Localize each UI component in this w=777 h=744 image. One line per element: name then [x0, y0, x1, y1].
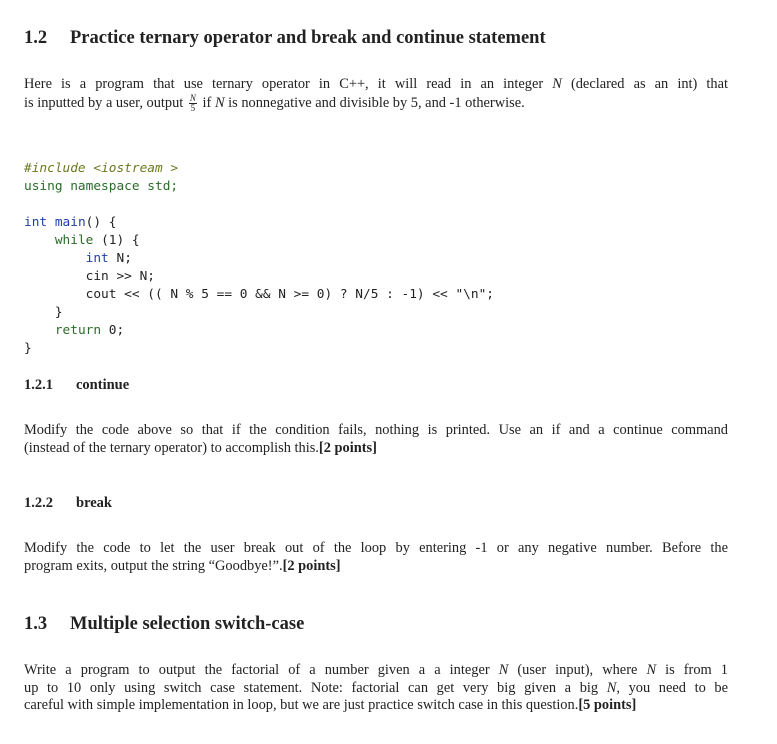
code-line	[24, 250, 494, 268]
code-token: return	[54, 323, 102, 338]
code-line	[24, 304, 494, 322]
points-label: [2 points]	[282, 557, 341, 574]
paragraph-line: Write a program to output the factorial of a number given a a integer N (user input), where N is from 1	[24, 662, 728, 678]
intro-line-1: Here is a program that use ternary operator in C++, it will read in an integer N (declared as an int) that	[24, 76, 728, 92]
code-token: () {	[85, 215, 117, 230]
code-line	[24, 286, 494, 304]
code-token: }	[54, 305, 63, 320]
code-token: int	[24, 215, 48, 230]
code-token: std;	[147, 179, 179, 194]
subsection-title: continue	[76, 377, 130, 393]
code-token: <iostream >	[93, 161, 179, 176]
subsection-1-2-1-heading	[24, 377, 129, 394]
subsection-1-2-2-paragraph	[24, 540, 728, 575]
paragraph-line	[24, 558, 728, 576]
section-1-3-heading	[24, 614, 304, 635]
intro-paragraph	[24, 76, 728, 113]
code-token: N;	[116, 251, 132, 266]
code-token: "\n"	[455, 287, 487, 302]
paragraph-text: program exits, output the string “Goodbye!”.	[24, 557, 283, 574]
code-token: cout << (( N % 5 == 0 && N >= 0) ? N/5 : -1) <<	[85, 287, 456, 302]
code-token: int	[85, 251, 109, 266]
code-token: #include	[24, 161, 86, 176]
section-number: 1.2	[24, 28, 48, 48]
code-token: using namespace	[24, 179, 140, 194]
code-line	[24, 232, 494, 250]
code-line	[24, 214, 494, 232]
intro-line-2	[24, 94, 728, 113]
code-block	[24, 142, 494, 394]
paragraph-text: careful with simple implementation in loop, but we are just practice switch case in this question.	[24, 697, 579, 714]
intro-text-b: if N is nonnegative and divisible by 5, and -1 otherwise.	[202, 94, 525, 111]
paragraph-line	[24, 440, 728, 458]
code-token: }	[24, 341, 32, 356]
points-label: [5 points]	[578, 697, 637, 714]
code-line	[24, 340, 494, 358]
fraction-numerator: N	[189, 92, 196, 103]
intro-text-a: is inputted by a user, output	[24, 94, 184, 111]
paragraph-line: Modify the code above so that if the condition fails, nothing is printed. Use an if and a continue command	[24, 422, 728, 438]
code-line	[24, 178, 494, 196]
code-token: cin >> N;	[85, 269, 155, 284]
code-line-blank	[24, 196, 494, 214]
code-token: main	[54, 215, 86, 230]
code-token: ;	[486, 287, 494, 302]
code-token: (1) {	[101, 233, 140, 248]
code-line	[24, 160, 494, 178]
section-number: 1.3	[24, 614, 48, 634]
fraction-n-over-5	[189, 94, 197, 113]
points-label: [2 points]	[318, 439, 377, 456]
subsection-1-2-2-heading	[24, 495, 112, 512]
section-1-3-paragraph	[24, 662, 728, 715]
subsection-title: break	[76, 495, 112, 511]
code-line	[24, 268, 494, 286]
paragraph-text: (instead of the ternary operator) to accomplish this.	[24, 439, 319, 456]
subsection-1-2-1-paragraph	[24, 422, 728, 457]
paragraph-line: up to 10 only using switch case statement. Note: factorial can get very big given a big N, you need to be	[24, 679, 728, 696]
subsection-number: 1.2.1	[24, 377, 53, 393]
code-token: while	[54, 233, 94, 248]
section-1-2-heading	[24, 28, 546, 49]
code-line	[24, 322, 494, 340]
fraction-denominator: 5	[190, 102, 196, 113]
paragraph-line	[24, 697, 728, 715]
paragraph-line: Modify the code to let the user break out of the loop by entering -1 or any negative number. Before the	[24, 540, 728, 556]
subsection-number: 1.2.2	[24, 495, 53, 511]
code-token: 0;	[108, 323, 125, 338]
section-title: Practice ternary operator and break and continue statement	[70, 28, 546, 48]
section-title: Multiple selection switch-case	[70, 614, 305, 634]
